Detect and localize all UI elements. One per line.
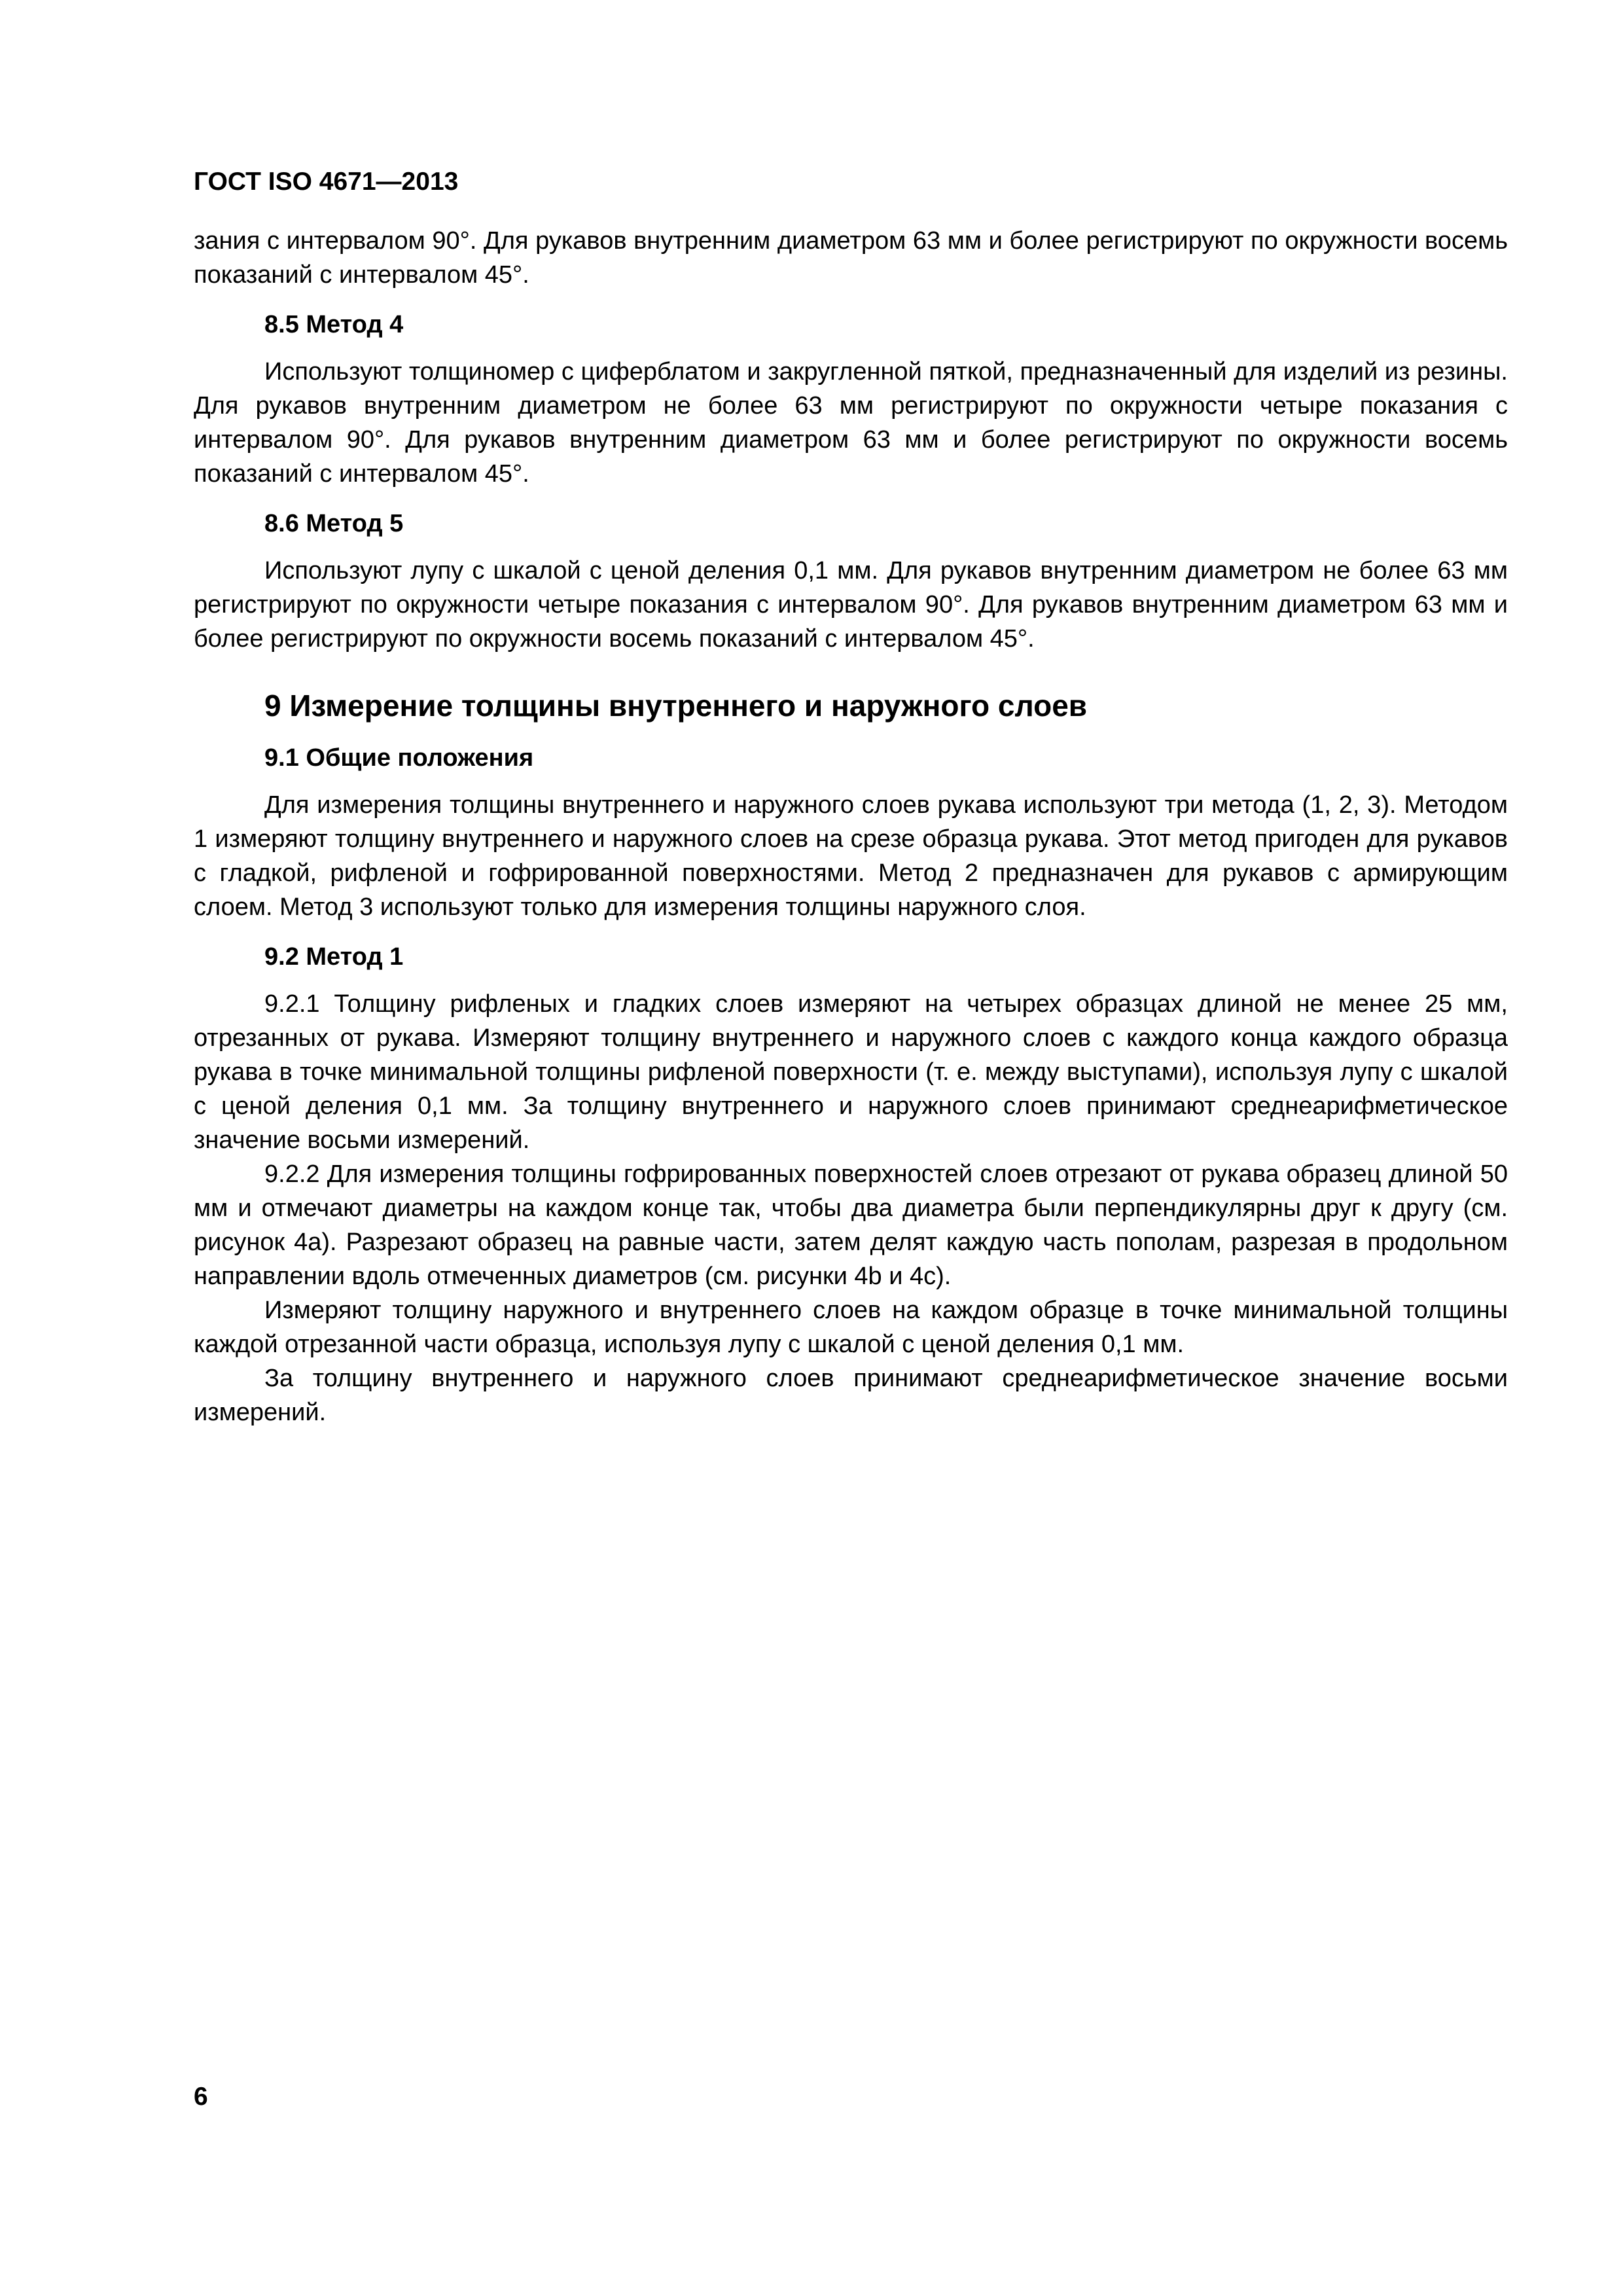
paragraph-9-2-2: 9.2.2 Для измерения толщины гофрированных поверхностей слоев отрезают от рукава образец длиной 50 мм и отмечают диаметры на каждом конце так, чтобы два диаметра были перпендикулярны друг к другу (см. рисунок 4a). Разрезают образец на равные части, затем делят каждую часть пополам, разрезая в продольном направлении вдоль отмеченных диаметров (см. рисунки 4b и 4c). xyxy=(194,1160,1508,1290)
document-header-title: ГОСТ ISO 4671—2013 xyxy=(194,168,459,196)
section-heading-9: 9 Измерение толщины внутреннего и наружного слоев xyxy=(264,689,1088,723)
subsection-heading-8-5: 8.5 Метод 4 xyxy=(264,311,404,338)
subsection-heading-8-6: 8.6 Метод 5 xyxy=(264,510,404,537)
document-body xyxy=(194,224,1508,1429)
paragraph-8-5: Используют толщиномер с циферблатом и закругленной пяткой, предназначенный для изделий из резины. Для рукавов внутренним диаметром не более 63 мм регистрируют по окружности четыре показания с интервалом 90°. Для рукавов внутренним диаметром 63 мм и более регистрируют по окружности восемь показаний с интервалом 45°. xyxy=(194,358,1508,488)
paragraph-8-6: Используют лупу с шкалой с ценой деления 0,1 мм. Для рукавов внутренним диаметром не более 63 мм регистрируют по окружности четыре показания с интервалом 90°. Для рукавов внутренним диаметром 63 мм и более регистрируют по окружности восемь показаний с интервалом 45°. xyxy=(194,557,1508,653)
continued-paragraph: зания с интервалом 90°. Для рукавов внутренним диаметром 63 мм и более регистрируют по окружности восемь показаний с интервалом 45°. xyxy=(194,227,1508,289)
paragraph-9-2-1: 9.2.1 Толщину рифленых и гладких слоев измеряют на четырех образцах длиной не менее 25 мм, отрезанных от рукава. Измеряют толщину внутреннего и наружного слоев с каждого конца каждого образца рукава в точке минимальной толщины рифленой поверхности (т. е. между выступами), используя лупу с шкалой с ценой деления 0,1 мм. За толщину внутреннего и наружного слоев принимают среднеарифметическое значение восьми измерений. xyxy=(194,990,1508,1154)
page-number: 6 xyxy=(194,2083,208,2111)
paragraph-9-2-2-result: За толщину внутреннего и наружного слоев принимают среднеарифметическое значение восьми измерений. xyxy=(194,1365,1508,1426)
paragraph-9-1: Для измерения толщины внутреннего и наружного слоев рукава используют три метода (1, 2, 3). Методом 1 измеряют толщину внутреннего и наружного слоев на срезе образца рукава. Этот метод пригоден для рукавов с гладкой, рифленой и гофрированной поверхностями. Метод 2 предназначен для рукавов с армирующим слоем. Метод 3 используют только для измерения толщины наружного слоя. xyxy=(194,791,1508,921)
subsection-heading-9-1: 9.1 Общие положения xyxy=(264,744,534,772)
subsection-heading-9-2: 9.2 Метод 1 xyxy=(264,943,404,971)
paragraph-9-2-2-measure: Измеряют толщину наружного и внутреннего слоев на каждом образце в точке минимальной толщины каждой отрезанной части образца, используя лупу с шкалой с ценой деления 0,1 мм. xyxy=(194,1297,1508,1358)
